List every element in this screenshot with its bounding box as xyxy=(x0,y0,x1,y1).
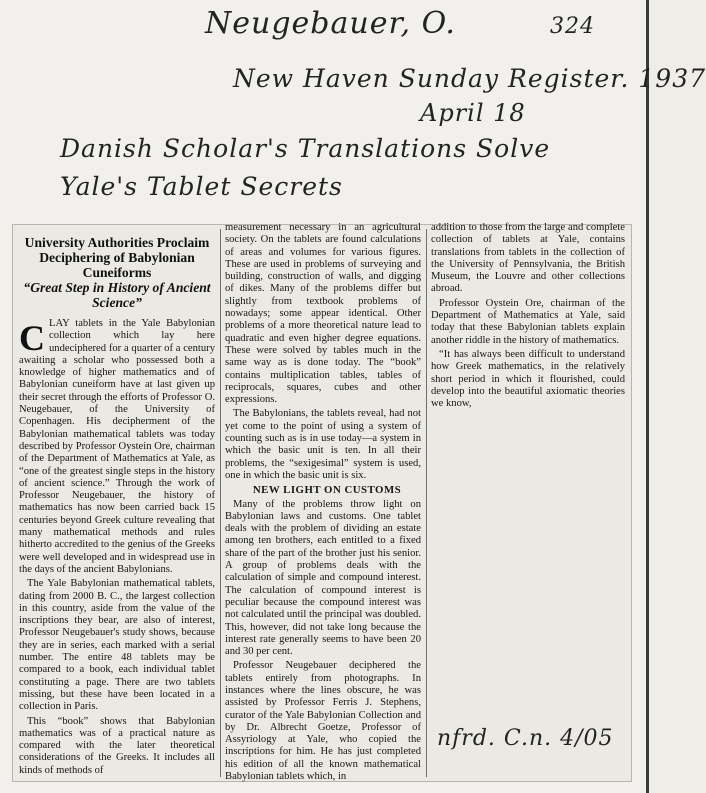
paragraph: LAY tablets in the Yale Babylonian collection which lay here undeciphered for a quarter of a century awaiting a scholar who possessed both a knowledge of higher mathematics and of Babylonian cuneiform have at last given up their secret through the efforts of Professor O. Neugebauer, of the University of Copenhagen. His decipherment of the Babylonian mathematical tablets was today described by Professor Oystein Ore, chairman of the Department of Mathematics at Yale, as “one of the greatest single steps in the history of ancient science.” Through the work of Professor Neugebauer, the history of mathematics has now been carried back 15 centuries beyond Greek culture revealing that many mathematical methods and rules hitherto accredited to the genius of the Greeks were well developed and in widespread use in the days of the ancient Babylonians. xyxy=(19,318,215,575)
paragraph: Professor Oystein Ore, chairman of the Department of Mathematics at Yale, said today that these Babylonian tablets explain another riddle in the history of mathematics. xyxy=(431,297,625,346)
paragraph: measurement necessary in an agricultural society. On the tablets are found calculations of areas and volumes for various figures. These are used in problems of surveying and building, construction of walls, and digging of dikes. Many of the problems differ but slightly from textbook problems of nowadays; some appear identical. Other problems of a more theoretical nature lead to quadratic and even higher degree equations. These were solved by tables much in the same way as is done today. The “book” contains multiplication tables, tables of reciprocals, squares, cubes and other expressions. xyxy=(225,222,421,406)
drop-cap: C xyxy=(19,318,45,358)
paragraph: Professor Neugebauer deciphered the tablets entirely from photographs. In instances where the lines obscure, he was assisted by Professor Ferris J. Stephens, curator of the Yale Babylonian Collection and by Dr. Albrecht Goetze, Professor of Assyriology at Yale, who copied the inscriptions for him. He has just completed his edition of all the known mathematical Babylonian tablets which, in xyxy=(225,660,421,783)
subheading: NEW LIGHT ON CUSTOMS xyxy=(252,484,402,497)
handwritten-title-line-1: Danish Scholar's Translations Solve xyxy=(60,134,551,163)
paragraph: This “book” shows that Babylonian mathematics was of a practical nature as compared with the later theoretical considerations of the Greeks. It includes all kinds of methods of xyxy=(19,715,215,776)
column-1 xyxy=(19,231,215,779)
handwritten-number: 324 xyxy=(550,14,595,39)
paragraph: The Babylonians, the tablets reveal, had not yet come to the point of using a system of counting such as is in use today—a system in which the basic unit is ten. In all their problems, the “sexigesimal” system is used, one in which the basic unit is six. xyxy=(225,408,421,481)
column-2 xyxy=(225,222,421,783)
headline-quote: “Great Step in History of Ancient Science” xyxy=(23,280,211,310)
newspaper-clipping xyxy=(12,224,632,782)
paragraph: addition to those from the large and complete collection of tablets at Yale, contains translations from tablets in the collection of the University of Pennsylvania, the British Museum, the Louvre and other collections abroad. xyxy=(431,222,625,295)
headline xyxy=(19,235,215,310)
paragraph: Many of the problems throw light on Babylonian laws and customs. One tablet deals with the problem of dividing an estate among ten brothers, each entitled to a fixed share of the part of the brother just his senior. A group of problems deals with the calculation of simple and compound interest. The calculation of compound interest is peculiar because the compound interest was not calculated until the principal was doubled. This, however, did not take long because the interest rate generally seems to have been 20 and 30 per cent. xyxy=(225,498,421,658)
handwritten-title-line-2: Yale's Tablet Secrets xyxy=(60,172,343,201)
column-rule xyxy=(426,229,427,777)
column-rule xyxy=(220,229,221,777)
handwritten-date: April 18 xyxy=(420,99,526,127)
handwritten-reference: nfrd. C.n. 4/05 xyxy=(437,726,614,751)
headline-main: University Authorities Proclaim Deciphering of Babylonian Cuneiforms xyxy=(24,235,210,280)
handwritten-name: Neugebauer, O. xyxy=(205,6,456,41)
paragraph: “It has always been difficult to understand how Greek mathematics, in the relatively short period in which it flourished, could develop into the beautiful axiomatic theories we know, xyxy=(431,348,625,410)
handwritten-source: New Haven Sunday Register. 1937 xyxy=(233,64,706,93)
paragraph: The Yale Babylonian mathematical tablets, dating from 2000 B. C., the largest collection in this country, aside from the value of the inscriptions they bear, are also of interest, Professor Neugebauer's study shows, because they are in series, each marked with a serial number. The entire 48 tablets may be compared to a book, each individual tablet constituting a page. There are two tablets missing, but these have been located in a collection in Paris. xyxy=(19,578,215,713)
column-3 xyxy=(431,222,625,426)
